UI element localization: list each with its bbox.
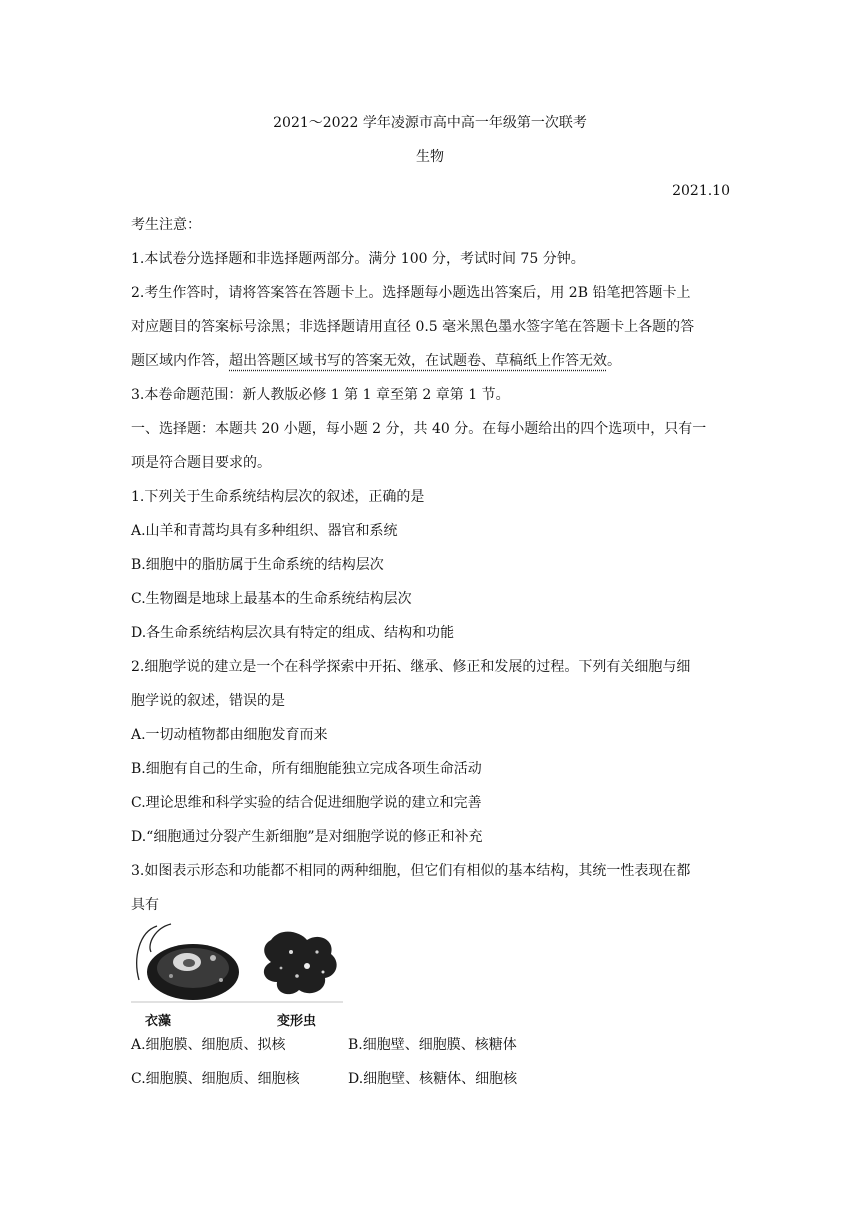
- cell-figure: [131, 918, 343, 1030]
- exam-date: 2021.10: [672, 183, 730, 199]
- notice-item-2-period: 。: [607, 353, 621, 369]
- notice-item-1: 1.本试卷分选择题和非选择题两部分。满分 100 分，考试时间 75 分钟。: [131, 251, 585, 267]
- amoeba-cell-drawing: [264, 932, 337, 995]
- question-3-stem-line-2: 具有: [131, 897, 159, 913]
- question-1-option-a: A.山羊和青蒿均具有多种组织、器官和系统: [131, 523, 398, 539]
- section-intro-line-2: 项是符合题目要求的。: [131, 455, 271, 471]
- notice-item-3: 3.本卷命题范围：新人教版必修 1 第 1 章至第 2 章第 1 节。: [131, 387, 510, 403]
- chlamydomonas-cell-drawing: [137, 924, 239, 1000]
- notice-item-2-line-2: 对应题目的答案标号涂黑；非选择题请用直径 0.5 毫米黑色墨水签字笔在答题卡上各题的答: [131, 319, 695, 335]
- question-3-option-c: C.细胞膜、细胞质、细胞核: [131, 1071, 300, 1087]
- question-3-stem-line-1: 3.如图表示形态和功能都不相同的两种细胞，但它们有相似的基本结构，其统一性表现在都: [131, 863, 691, 879]
- subject-title: 生物: [416, 149, 444, 165]
- notice-item-2-line-1: 2.考生作答时，请将答案答在答题卡上。选择题每小题选出答案后，用 2B 铅笔把答题卡上: [131, 285, 691, 301]
- question-1-option-c: C.生物圈是地球上最基本的生命系统结构层次: [131, 591, 412, 607]
- exam-title: 2021～2022 学年凌源市高中高一年级第一次联考: [273, 115, 587, 131]
- question-3-option-b: B.细胞壁、细胞膜、核糖体: [348, 1037, 517, 1053]
- question-2-option-b: B.细胞有自己的生命，所有细胞能独立完成各项生命活动: [131, 761, 482, 777]
- figure-label-amoeba: 变形虫: [277, 1014, 317, 1029]
- notice-heading: 考生注意：: [131, 217, 201, 233]
- question-3-option-a: A.细胞膜、细胞质、拟核: [131, 1037, 286, 1053]
- notice-item-2-line-3: [131, 351, 621, 371]
- section-intro-line-1: 一、选择题：本题共 20 小题，每小题 2 分，共 40 分。在每小题给出的四个选项中，只有一: [131, 421, 707, 437]
- notice-item-2-text: 题区域内作答，: [131, 353, 229, 369]
- question-2-option-a: A.一切动植物都由细胞发育而来: [131, 727, 328, 743]
- question-2-option-c: C.理论思维和科学实验的结合促进细胞学说的建立和完善: [131, 795, 482, 811]
- question-2-option-d: D.“细胞通过分裂产生新细胞”是对细胞学说的修正和补充: [131, 829, 483, 845]
- question-3-option-d: D.细胞壁、核糖体、细胞核: [348, 1071, 518, 1087]
- cell-drawings: [131, 918, 343, 1004]
- question-1-option-b: B.细胞中的脂肪属于生命系统的结构层次: [131, 557, 384, 573]
- question-1-option-d: D.各生命系统结构层次具有特定的组成、结构和功能: [131, 625, 455, 641]
- figure-label-chlamydomonas: 衣藻: [145, 1014, 172, 1029]
- question-2-stem-line-2: 胞学说的叙述，错误的是: [131, 693, 285, 709]
- emphasis-text: 超出答题区域书写的答案无效，在试题卷、草稿纸上作答无效: [229, 353, 607, 369]
- question-1-stem: 1.下列关于生命系统结构层次的叙述，正确的是: [131, 489, 425, 505]
- question-2-stem-line-1: 2.细胞学说的建立是一个在科学探索中开拓、继承、修正和发展的过程。下列有关细胞与细: [131, 659, 691, 675]
